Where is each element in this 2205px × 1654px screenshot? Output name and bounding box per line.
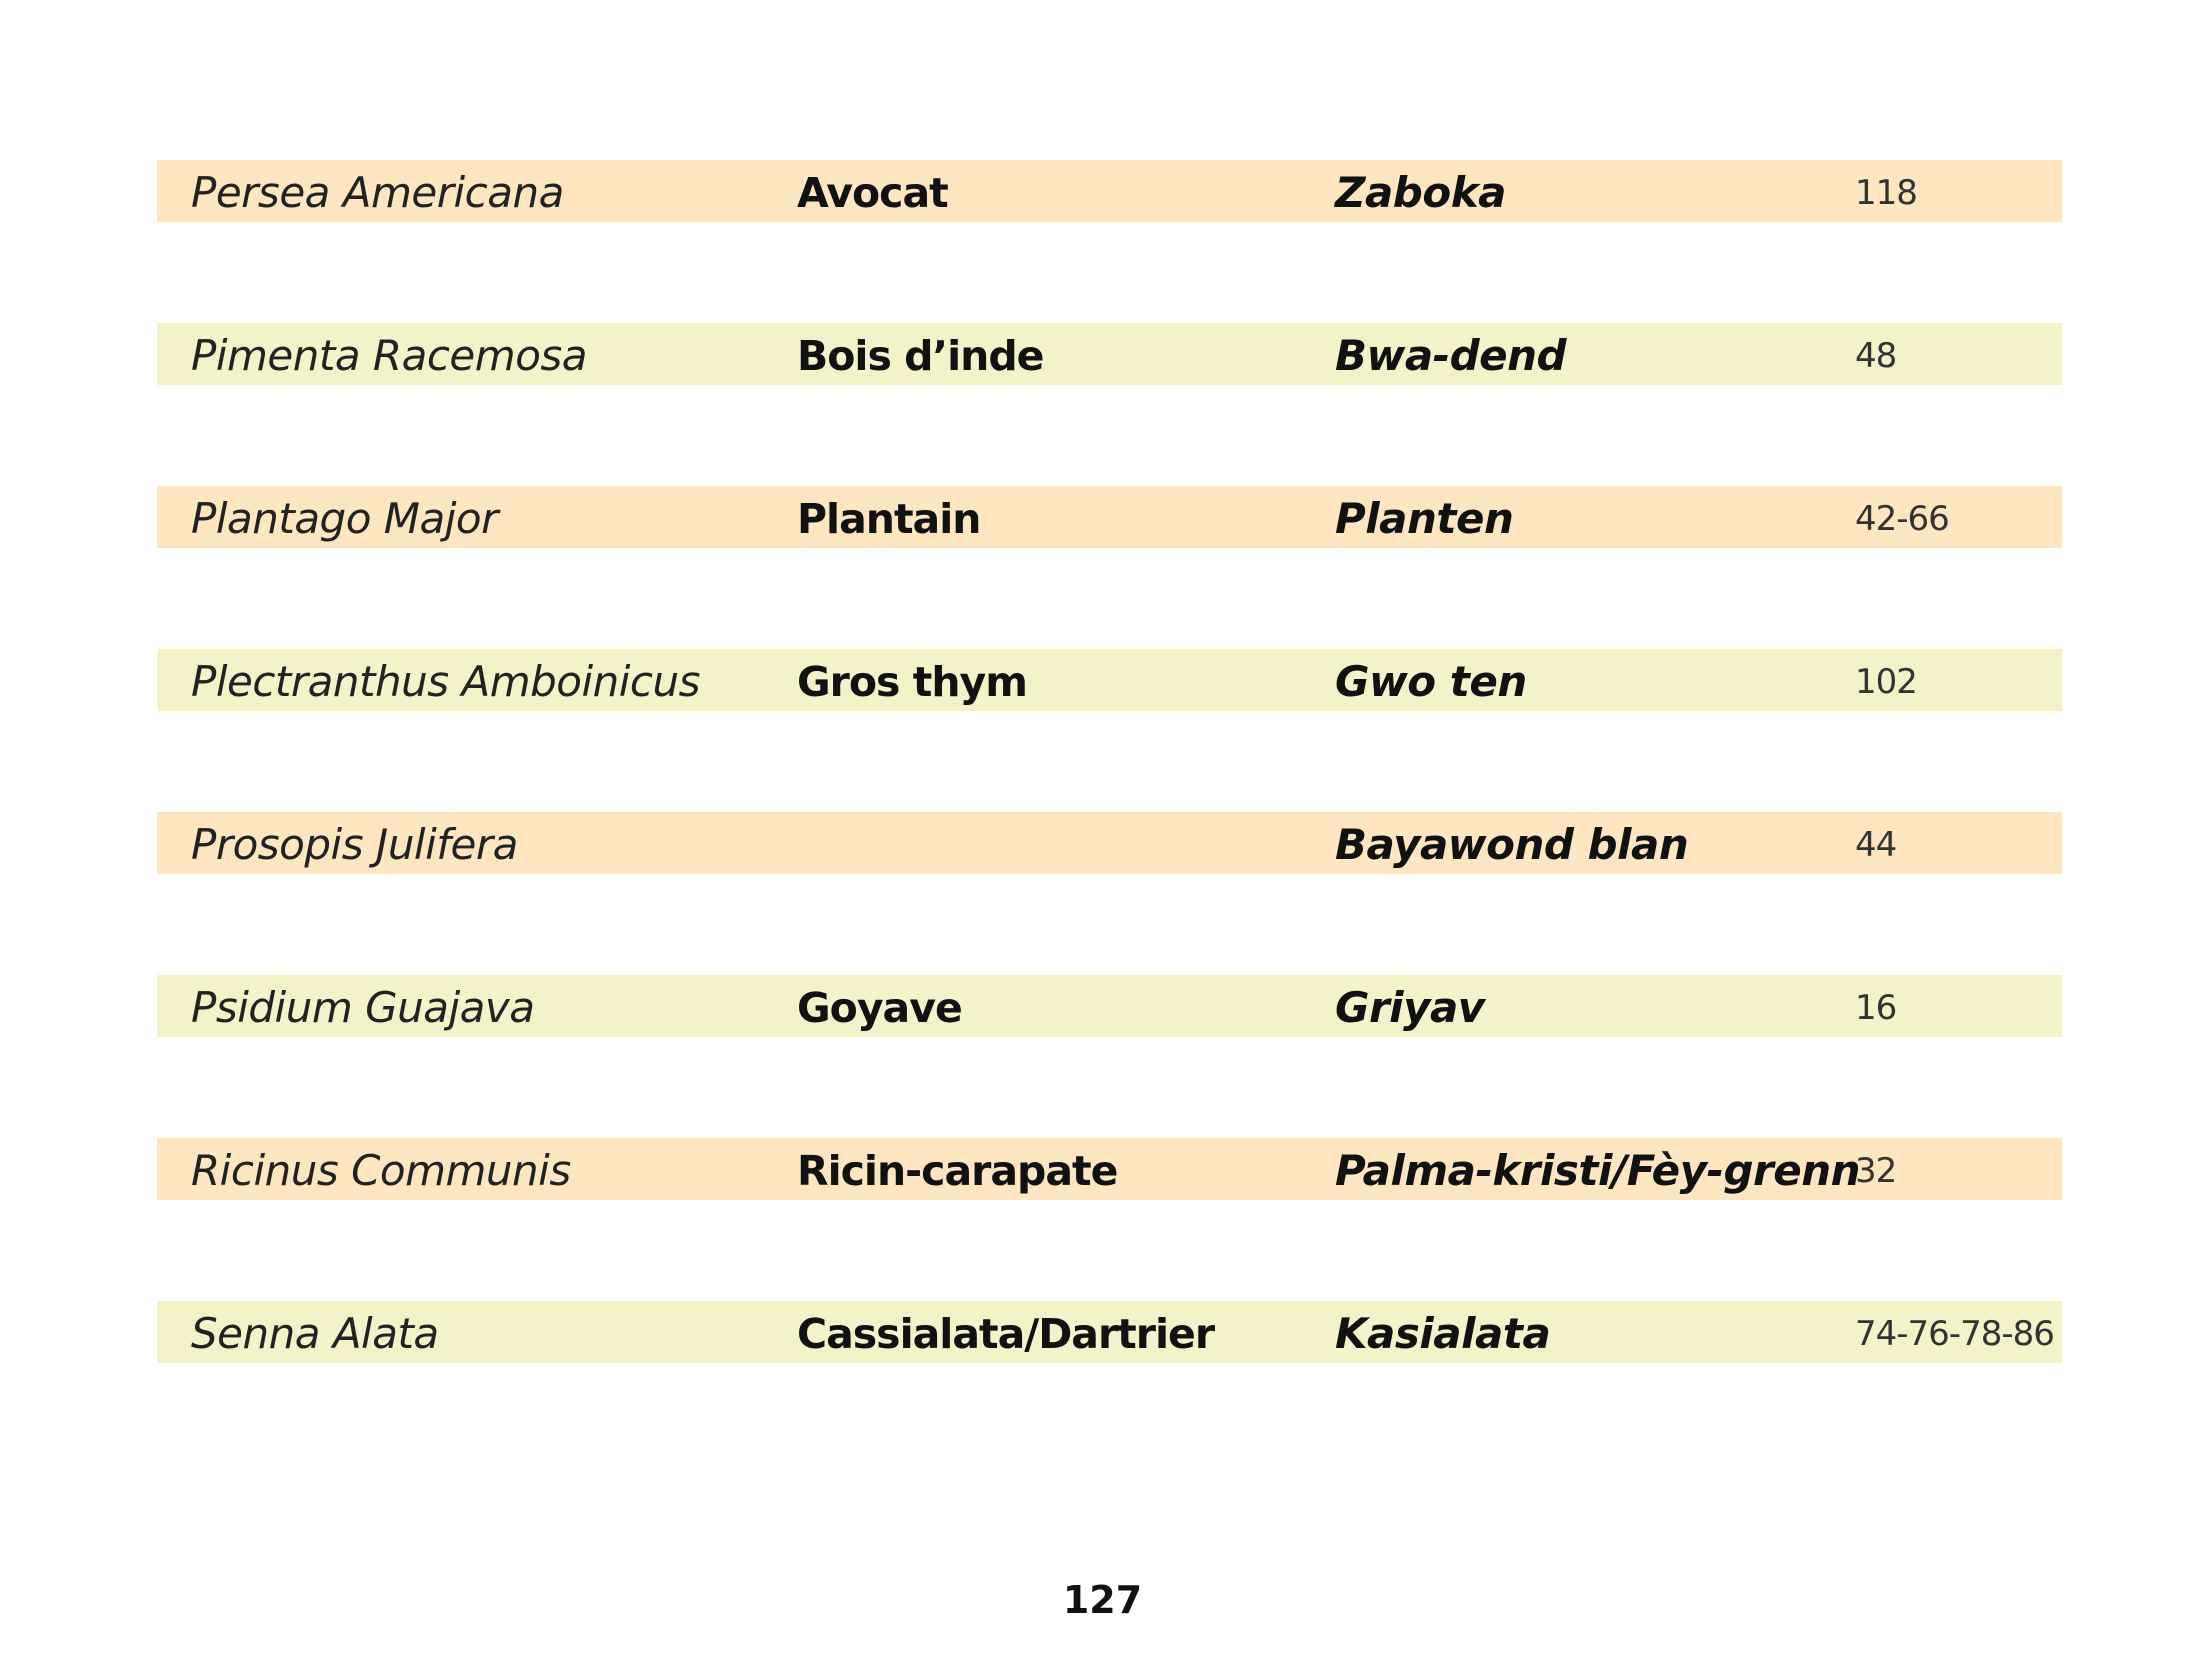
table-row: [157, 649, 2062, 711]
latin-name: Ricinus Communis: [191, 1146, 571, 1195]
page-number: 127: [1062, 1578, 1143, 1622]
creole-name: Kasialata: [1335, 1309, 1551, 1358]
page-references: 74-76-78-86: [1855, 1314, 2054, 1354]
latin-name: Psidium Guajava: [191, 983, 535, 1032]
creole-name: Zaboka: [1335, 168, 1506, 217]
table-row: [157, 1138, 2062, 1200]
latin-name: Plectranthus Amboinicus: [191, 657, 701, 706]
page-references: 44: [1855, 825, 1897, 865]
latin-name: Pimenta Racemosa: [191, 331, 588, 380]
table-row: [157, 486, 2062, 548]
table-row: [157, 323, 2062, 385]
creole-name: Bwa-dend: [1335, 331, 1567, 380]
page-references: 16: [1855, 988, 1897, 1028]
table-row: [157, 812, 2062, 874]
french-name: Bois d’inde: [797, 332, 1044, 380]
creole-name: Palma-kristi/Fèy-grenn: [1335, 1146, 1861, 1195]
latin-name: Senna Alata: [191, 1309, 439, 1358]
french-name: Plantain: [797, 495, 981, 543]
creole-name: Planten: [1335, 494, 1514, 543]
page-references: 102: [1855, 662, 1917, 702]
french-name: Gros thym: [797, 658, 1027, 706]
table-row: [157, 975, 2062, 1037]
creole-name: Bayawond blan: [1335, 820, 1689, 869]
creole-name: Gwo ten: [1335, 657, 1527, 706]
french-name: Ricin-carapate: [797, 1147, 1118, 1195]
page-references: 48: [1855, 336, 1897, 376]
latin-name: Prosopis Julifera: [191, 820, 518, 869]
french-name: Goyave: [797, 984, 962, 1032]
page-references: 32: [1855, 1151, 1897, 1191]
latin-name: Persea Americana: [191, 168, 564, 217]
table-row: [157, 160, 2062, 222]
table-row: [157, 1301, 2062, 1363]
page-references: 118: [1855, 173, 1917, 213]
french-name: Avocat: [797, 169, 948, 217]
creole-name: Griyav: [1335, 983, 1485, 1032]
latin-name: Plantago Major: [191, 494, 498, 543]
page-references: 42-66: [1855, 499, 1949, 539]
french-name: Cassialata/Dartrier: [797, 1310, 1215, 1358]
